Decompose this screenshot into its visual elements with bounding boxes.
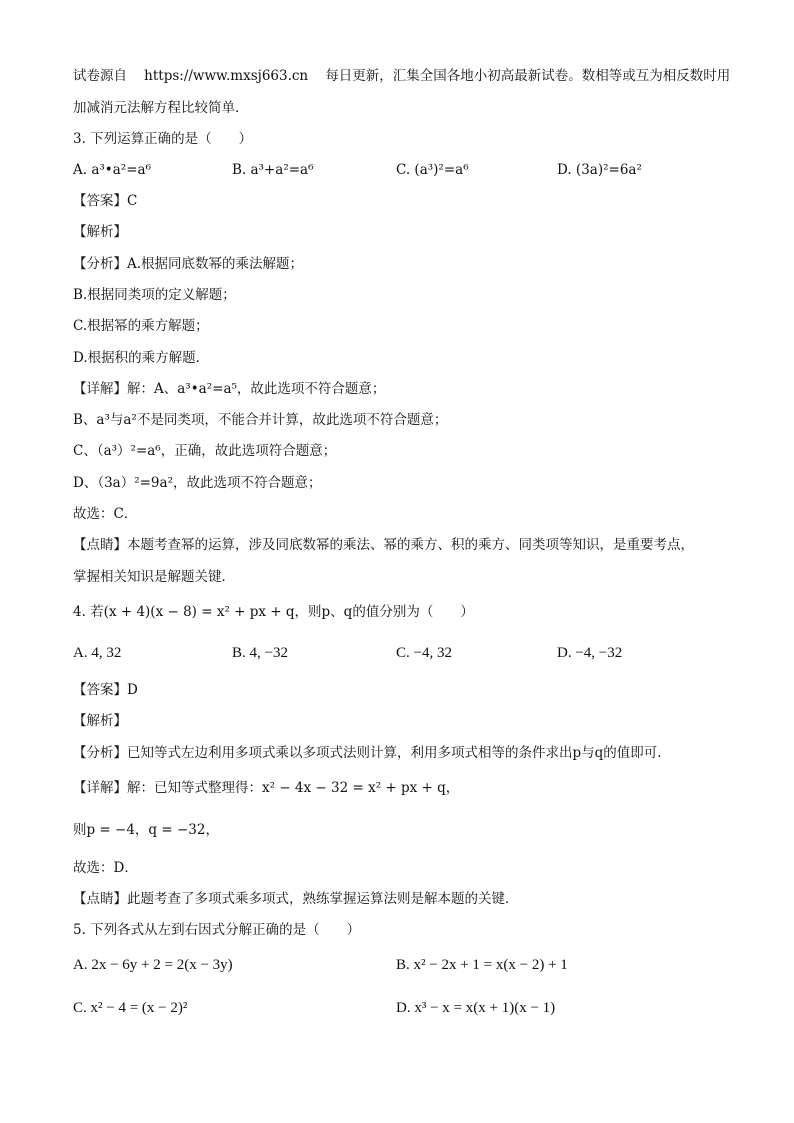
q4-detail-1: 【详解】解：已知等式整理得：x² − 4x − 32 = x² + px + q， <box>73 780 460 796</box>
q4-comment: 【点睛】此题考查了多项式乘多项式，熟练掌握运算法则是解本题的关键． <box>73 891 519 907</box>
q3-comment-1: 【点睛】本题考查幂的运算，涉及同底数幂的乘法、幂的乘方、积的乘方、同类项等知识，是重要考点， <box>73 537 694 553</box>
q4-option-c: C. −4, 32 <box>396 645 452 661</box>
q4-stem: 4. 若(x + 4)(x − 8) = x² + px + q，则p、q的值分别为（ ） <box>73 604 474 620</box>
header-slogan: 每日更新，汇集全国各地小初高最新试卷。数相等或互为相反数时用 <box>325 68 731 84</box>
q3-answer: 【答案】C <box>73 193 138 209</box>
q4-option-d: D. −4, −32 <box>557 645 623 661</box>
q3-comment-2: 掌握相关知识是解题关键． <box>73 569 235 585</box>
source-url[interactable]: https://www.mxsj663.cn <box>144 68 309 84</box>
q5-option-d: D. x³ − x = x(x + 1)(x − 1) <box>396 1000 556 1016</box>
source-label: 试卷源自 <box>73 68 127 84</box>
q3-detail-3: C、（a³）²=a⁶，正确，故此选项符合题意； <box>73 443 337 459</box>
q3-detail-4: D、（3a）²=9a²，故此选项不符合题意； <box>73 475 322 491</box>
q5-option-b: B. x² − 2x + 1 = x(x − 2) + 1 <box>396 957 568 973</box>
q3-stem: 3. 下列运算正确的是（ ） <box>73 131 253 147</box>
q3-analysis-1: 【分析】A.根据同底数幂的乘法解题； <box>73 256 304 272</box>
q3-analysis-3: C.根据幂的乘方解题； <box>73 318 209 334</box>
q3-choice: 故选：C． <box>73 506 138 522</box>
q4-analysis: 【分析】已知等式左边利用多项式乘以多项式法则计算，利用多项式相等的条件求出p与q的值即可． <box>73 745 671 761</box>
q3-analysis-2: B.根据同类项的定义解题； <box>73 287 236 303</box>
q4-answer: 【答案】D <box>73 682 138 698</box>
q3-jiexi: 【解析】 <box>73 224 127 240</box>
q3-detail-2: B、a³与a²不是同类项，不能合并计算，故此选项不符合题意； <box>73 412 448 428</box>
q4-detail-2: 则p = −4，q = −32， <box>73 822 219 838</box>
q4-jiexi: 【解析】 <box>73 713 127 729</box>
q3-analysis-4: D.根据积的乘方解题． <box>73 350 210 366</box>
q5-option-c: C. x² − 4 = (x − 2)² <box>73 1000 188 1016</box>
q3-option-c: C. (a³)²=a⁶ <box>396 162 469 178</box>
q3-detail-1: 【详解】解：A、a³•a²=a⁵，故此选项不符合题意； <box>73 381 386 397</box>
header-line <box>73 67 730 85</box>
q3-option-d: D. (3a)²=6a² <box>557 162 642 178</box>
q3-option-a: A. a³•a²=a⁶ <box>73 162 151 178</box>
q3-option-b: B. a³+a²=a⁶ <box>232 162 314 178</box>
header-line-2: 加减消元法解方程比较简单． <box>73 100 249 116</box>
q4-choice: 故选：D． <box>73 860 138 876</box>
q5-option-a: A. 2x − 6y + 2 = 2(x − 3y) <box>73 957 233 973</box>
q5-stem: 5. 下列各式从左到右因式分解正确的是（ ） <box>73 922 361 938</box>
q4-option-b: B. 4, −32 <box>232 645 288 661</box>
q4-option-a: A. 4, 32 <box>73 645 122 661</box>
